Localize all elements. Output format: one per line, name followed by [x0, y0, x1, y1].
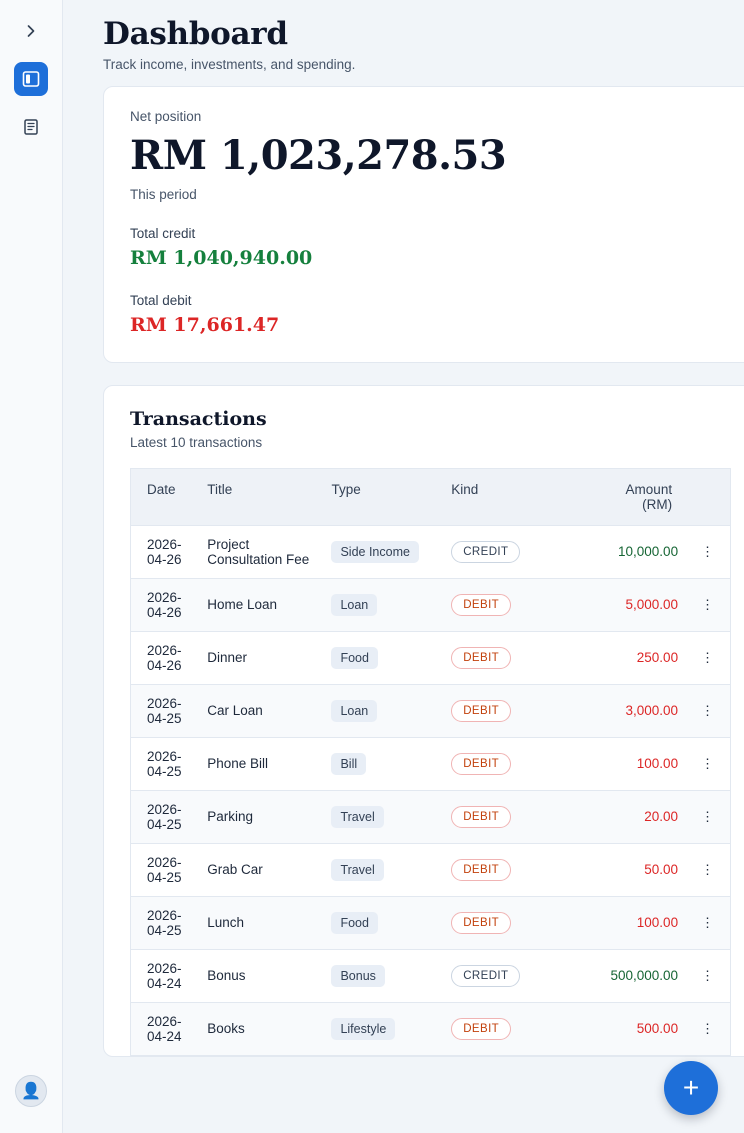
kind-badge: DEBIT [451, 594, 511, 616]
cell-kind [443, 790, 557, 843]
cell-title: Home Loan [199, 578, 323, 631]
cell-date: 2026-04-24 [131, 1002, 200, 1055]
cell-kind [443, 684, 557, 737]
table-row[interactable] [131, 525, 731, 578]
type-chip: Bonus [331, 965, 384, 987]
cell-title: Phone Bill [199, 737, 323, 790]
cell-type [323, 578, 443, 631]
cell-kind [443, 843, 557, 896]
column-header-actions [686, 468, 730, 525]
more-vertical-icon: ⋮ [700, 649, 716, 665]
row-menu-button[interactable] [686, 949, 730, 1002]
kind-badge: DEBIT [451, 859, 511, 881]
row-menu-button[interactable] [686, 631, 730, 684]
more-vertical-icon: ⋮ [700, 755, 716, 771]
kind-badge: CREDIT [451, 541, 520, 563]
cell-type [323, 1002, 443, 1055]
total-debit-block [130, 293, 731, 336]
table-row[interactable] [131, 949, 731, 1002]
cell-title: Bonus [199, 949, 323, 1002]
column-header-title[interactable]: Title [199, 468, 323, 525]
cell-kind [443, 737, 557, 790]
column-header-date[interactable]: Date [131, 468, 200, 525]
cell-amount: 100.00 [557, 896, 686, 949]
amount-header-line1: Amount [625, 481, 673, 497]
cell-type [323, 790, 443, 843]
cell-title: Lunch [199, 896, 323, 949]
cell-kind [443, 896, 557, 949]
cell-amount: 500,000.00 [557, 949, 686, 1002]
cell-title: Books [199, 1002, 323, 1055]
kind-badge: DEBIT [451, 753, 511, 775]
row-menu-button[interactable] [686, 737, 730, 790]
row-menu-button[interactable] [686, 1002, 730, 1055]
more-vertical-icon: ⋮ [700, 914, 716, 930]
more-vertical-icon: ⋮ [700, 543, 716, 559]
table-row[interactable] [131, 684, 731, 737]
cell-type [323, 843, 443, 896]
cell-kind [443, 578, 557, 631]
cell-amount: 500.00 [557, 1002, 686, 1055]
add-transaction-button[interactable] [664, 1061, 718, 1115]
cell-date: 2026-04-26 [131, 631, 200, 684]
type-chip: Side Income [331, 541, 418, 563]
sidebar [0, 0, 63, 1133]
cell-amount: 20.00 [557, 790, 686, 843]
cell-type [323, 525, 443, 578]
cell-kind [443, 525, 557, 578]
cell-date: 2026-04-26 [131, 525, 200, 578]
cell-title: Project Consultation Fee [199, 525, 323, 578]
kind-badge: DEBIT [451, 912, 511, 934]
transactions-title: Transactions [130, 407, 267, 430]
type-chip: Lifestyle [331, 1018, 395, 1040]
table-row[interactable] [131, 737, 731, 790]
table-row[interactable] [131, 896, 731, 949]
page-subtitle: Track income, investments, and spending. [103, 57, 356, 72]
transactions-table-head [131, 468, 731, 525]
total-credit-label: Total credit [130, 225, 196, 241]
more-vertical-icon: ⋮ [700, 702, 716, 718]
type-chip: Food [331, 912, 378, 934]
cell-title: Dinner [199, 631, 323, 684]
row-menu-button[interactable] [686, 684, 730, 737]
kind-badge: DEBIT [451, 647, 511, 669]
row-menu-button[interactable] [686, 578, 730, 631]
cell-title: Car Loan [199, 684, 323, 737]
sidebar-expand-button[interactable] [14, 14, 48, 48]
net-position-value: RM 1,023,278.53 [130, 132, 507, 179]
total-debit-label: Total debit [130, 292, 192, 308]
net-position-card [103, 86, 744, 363]
transactions-subtitle: Latest 10 transactions [130, 434, 263, 450]
sidebar-item-dashboard[interactable] [14, 62, 48, 96]
cell-kind [443, 1002, 557, 1055]
kind-badge: DEBIT [451, 700, 511, 722]
type-chip: Bill [331, 753, 366, 775]
transactions-table-body [131, 525, 731, 1055]
type-chip: Loan [331, 700, 377, 722]
page-title: Dashboard [103, 16, 288, 52]
cell-type [323, 684, 443, 737]
cell-type [323, 949, 443, 1002]
cell-date: 2026-04-25 [131, 896, 200, 949]
table-row[interactable] [131, 631, 731, 684]
table-row[interactable] [131, 1002, 731, 1055]
total-credit-block [130, 226, 731, 269]
cell-amount: 100.00 [557, 737, 686, 790]
cell-title: Grab Car [199, 843, 323, 896]
table-row[interactable] [131, 843, 731, 896]
row-menu-button[interactable] [686, 843, 730, 896]
cell-date: 2026-04-25 [131, 790, 200, 843]
type-chip: Travel [331, 806, 383, 828]
cell-date: 2026-04-24 [131, 949, 200, 1002]
more-vertical-icon: ⋮ [700, 861, 716, 877]
transactions-table [130, 468, 731, 1056]
kind-badge: DEBIT [451, 1018, 511, 1040]
net-position-label: Net position [130, 109, 202, 124]
chevron-right-icon [23, 23, 39, 39]
plus-icon: + [682, 1072, 700, 1103]
dashboard-icon [22, 70, 40, 88]
cell-date: 2026-04-26 [131, 578, 200, 631]
cell-date: 2026-04-25 [131, 843, 200, 896]
cell-type [323, 737, 443, 790]
cell-amount: 3,000.00 [557, 684, 686, 737]
type-chip: Food [331, 647, 378, 669]
sidebar-item-ledger[interactable] [14, 110, 48, 144]
row-menu-button[interactable] [686, 790, 730, 843]
cell-amount: 10,000.00 [557, 525, 686, 578]
main-content [63, 0, 744, 1133]
more-vertical-icon: ⋮ [700, 1020, 716, 1036]
column-header-kind[interactable]: Kind [443, 468, 557, 525]
row-menu-button[interactable] [686, 525, 730, 578]
cell-kind [443, 949, 557, 1002]
net-position-period: This period [130, 186, 197, 202]
table-row[interactable] [131, 790, 731, 843]
total-debit-value: RM 17,661.47 [130, 313, 280, 336]
cell-type [323, 631, 443, 684]
avatar[interactable] [15, 1075, 47, 1107]
cell-date: 2026-04-25 [131, 684, 200, 737]
cell-amount: 5,000.00 [557, 578, 686, 631]
table-header-row [131, 468, 731, 525]
cell-type [323, 896, 443, 949]
more-vertical-icon: ⋮ [700, 967, 716, 983]
column-header-type[interactable]: Type [323, 468, 443, 525]
transactions-card [103, 385, 744, 1057]
cell-title: Parking [199, 790, 323, 843]
amount-header-line2: (RM) [642, 496, 673, 512]
kind-badge: DEBIT [451, 806, 511, 828]
more-vertical-icon: ⋮ [700, 808, 716, 824]
avatar-glyph: 👤 [21, 1083, 41, 1100]
type-chip: Loan [331, 594, 377, 616]
more-vertical-icon: ⋮ [700, 596, 716, 612]
cell-amount: 250.00 [557, 631, 686, 684]
kind-badge: CREDIT [451, 965, 520, 987]
table-row[interactable] [131, 578, 731, 631]
cell-amount: 50.00 [557, 843, 686, 896]
column-header-amount[interactable] [557, 468, 686, 525]
ledger-icon [22, 118, 40, 136]
row-menu-button[interactable] [686, 896, 730, 949]
cell-date: 2026-04-25 [131, 737, 200, 790]
cell-kind [443, 631, 557, 684]
page-header [103, 0, 744, 86]
type-chip: Travel [331, 859, 383, 881]
total-credit-value: RM 1,040,940.00 [130, 246, 313, 269]
